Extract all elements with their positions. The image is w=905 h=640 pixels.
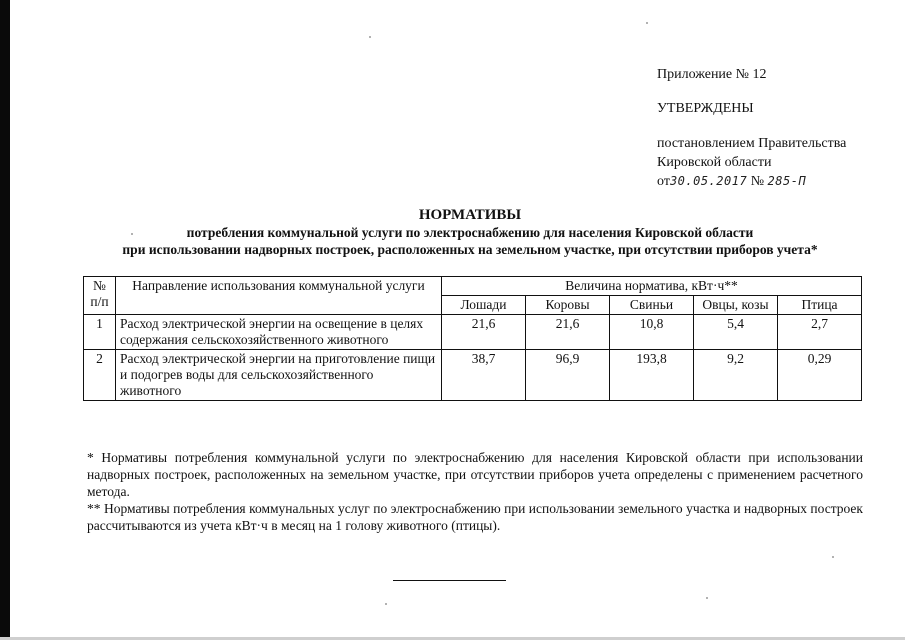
appendix-label: Приложение № 12 <box>657 67 767 82</box>
norms-table <box>83 276 862 401</box>
header-value-group: Величина норматива, кВт·ч** <box>442 277 862 296</box>
row-value-pigs: 10,8 <box>610 315 694 350</box>
decree-line-2: Кировской области <box>657 155 772 170</box>
document-subtitle-line-1: потребления коммунальной услуги по электроснабжению для населения Кировской области <box>186 225 754 240</box>
row-value-sheep-goats: 5,4 <box>694 315 778 350</box>
header-num-line-1: № <box>93 278 106 293</box>
row-num: 2 <box>84 350 116 401</box>
table-header-row <box>84 277 862 296</box>
decree-text <box>657 134 897 191</box>
header-horses: Лошади <box>442 296 526 315</box>
number-prefix: № <box>750 174 765 189</box>
document-subtitle-line-2: при использовании надворных построек, расположенных на земельном участке, при отсутствии приборов учета* <box>122 242 818 257</box>
footnotes <box>87 449 863 534</box>
scan-speck <box>369 36 371 38</box>
document-title: НОРМАТИВЫ <box>418 207 522 223</box>
row-value-horses: 21,6 <box>442 315 526 350</box>
row-value-cows: 21,6 <box>526 315 610 350</box>
footnote-1: * Нормативы потребления коммунальной услуги по электроснабжению для населения Кировской области при использовании надворных построек, расположенных на земельном участке, при отсутствии приборов учета определены с применением расчетного метода. <box>87 450 863 499</box>
header-num-line-2: п/п <box>90 294 109 309</box>
header-poultry: Птица <box>778 296 862 315</box>
row-value-horses: 38,7 <box>442 350 526 401</box>
footnote-2: ** Нормативы потребления коммунальных услуг по электроснабжению при использовании земельного участка и надворных построек рассчитываются из учета кВт·ч в месяц на 1 голову животного (птицы). <box>87 501 863 533</box>
decree-line-1: постановлением Правительства <box>657 136 847 151</box>
row-value-sheep-goats: 9,2 <box>694 350 778 401</box>
header-sheep-goats: Овцы, козы <box>694 296 778 315</box>
header-pigs: Свиньи <box>610 296 694 315</box>
header-cows: Коровы <box>526 296 610 315</box>
approved-label: УТВЕРЖДЕНЫ <box>657 101 754 116</box>
document-title-block <box>60 206 880 258</box>
row-num: 1 <box>84 315 116 350</box>
table-row <box>84 350 862 401</box>
decree-date-line <box>657 172 897 191</box>
scan-left-border <box>0 0 10 640</box>
row-value-pigs: 193,8 <box>610 350 694 401</box>
scan-speck <box>385 603 387 605</box>
approval-block <box>657 66 897 191</box>
row-direction: Расход электрической энергии на освещение в целях содержания сельскохозяйственного животного <box>116 315 442 350</box>
date-prefix: от <box>657 174 670 189</box>
scan-speck <box>646 22 648 24</box>
handwritten-number: 285-П <box>767 174 807 188</box>
row-value-poultry: 0,29 <box>778 350 862 401</box>
handwritten-date: 30.05.2017 <box>669 174 748 188</box>
header-direction: Направление использования коммунальной услуги <box>116 277 442 315</box>
row-value-poultry: 2,7 <box>778 315 862 350</box>
row-value-cows: 96,9 <box>526 350 610 401</box>
table-row <box>84 315 862 350</box>
scan-speck <box>706 597 708 599</box>
scan-speck <box>832 556 834 558</box>
closing-rule <box>393 580 506 581</box>
header-num <box>84 277 116 315</box>
row-direction: Расход электрической энергии на приготовление пищи и подогрев воды для сельскохозяйственного животного <box>116 350 442 401</box>
